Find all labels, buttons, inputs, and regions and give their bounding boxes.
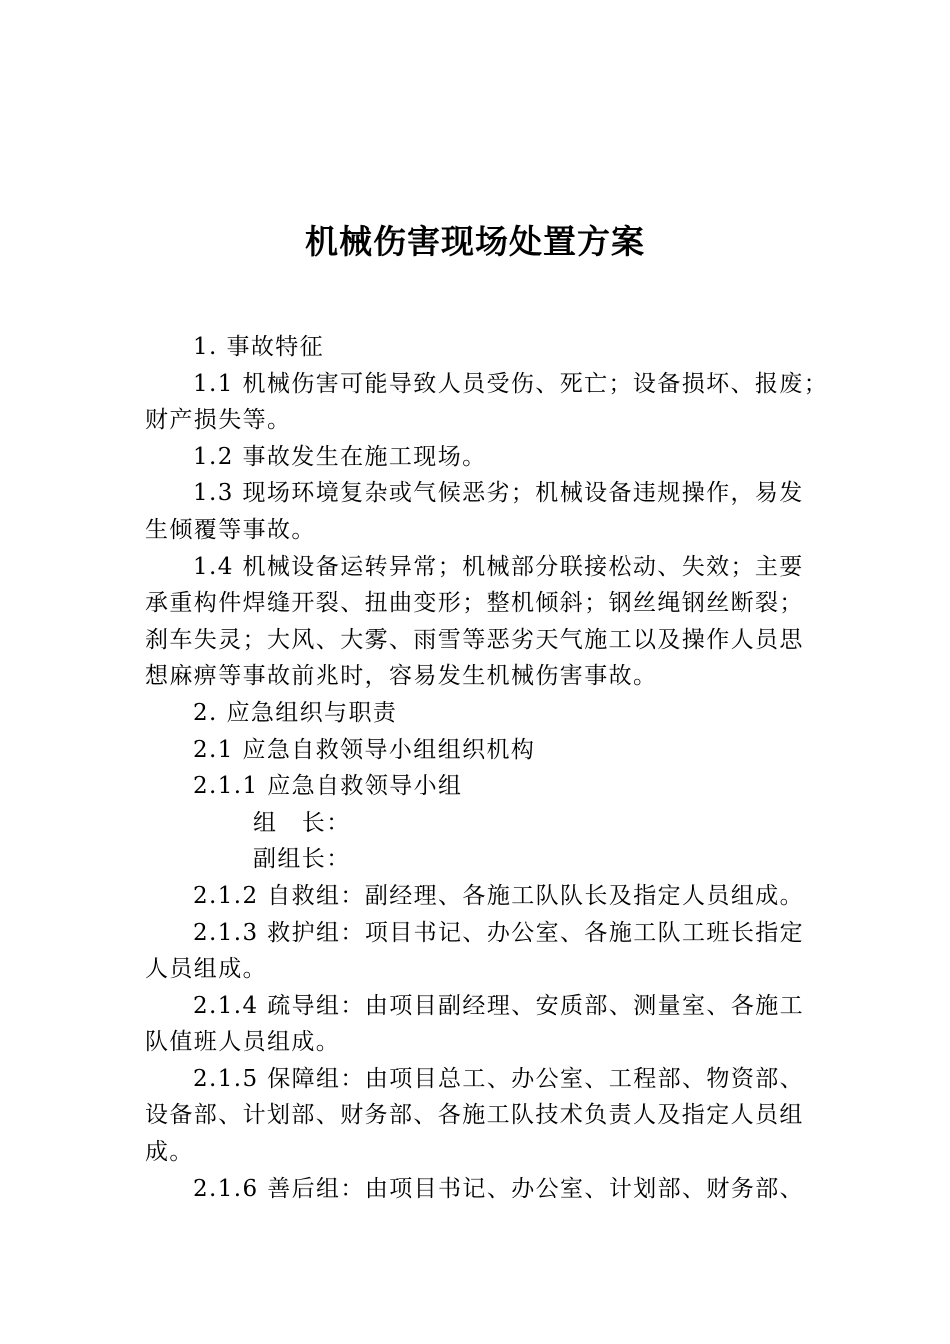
paragraph-line: 人员组成。 bbox=[145, 956, 267, 983]
deputy-leader-field: 副组长： bbox=[253, 846, 351, 873]
paragraph-line: 刹车失灵；大风、大雾、雨雪等恶劣天气施工以及操作人员思 bbox=[145, 626, 804, 653]
paragraph-line: 成。 bbox=[145, 1139, 194, 1166]
paragraph-line: 生倾覆等事故。 bbox=[145, 516, 316, 543]
document-body bbox=[145, 329, 835, 1207]
document-title: 机械伤害现场处置方案 bbox=[305, 222, 645, 261]
paragraph-line: 2.1.3 救护组：项目书记、办公室、各施工队工班长指定 bbox=[193, 919, 805, 946]
paragraph-line: 2.1.2 自救组：副经理、各施工队队长及指定人员组成。 bbox=[193, 882, 805, 909]
paragraph-line: 想麻痹等事故前兆时，容易发生机械伤害事故。 bbox=[145, 663, 658, 690]
section-heading: 1. 事故特征 bbox=[193, 334, 325, 360]
paragraph-line: 财产损失等。 bbox=[145, 407, 292, 434]
section-heading: 2. 应急组织与职责 bbox=[193, 699, 398, 726]
subsection-heading: 2.1.1 应急自救领导小组 bbox=[193, 773, 463, 800]
paragraph-line: 1.1 机械伤害可能导致人员受伤、死亡；设备损坏、报废； bbox=[193, 370, 829, 397]
paragraph-line: 2.1.6 善后组：由项目书记、办公室、计划部、财务部、 bbox=[193, 1175, 805, 1202]
paragraph-line: 队值班人员组成。 bbox=[145, 1029, 341, 1056]
leader-field: 组 长： bbox=[253, 809, 351, 836]
paragraph-line: 1.3 现场环境复杂或气候恶劣；机械设备违规操作，易发 bbox=[193, 480, 804, 507]
paragraph-line: 设备部、计划部、财务部、各施工队技术负责人及指定人员组 bbox=[145, 1102, 804, 1129]
paragraph-line: 承重构件焊缝开裂、扭曲变形；整机倾斜；钢丝绳钢丝断裂； bbox=[145, 590, 804, 617]
paragraph-line: 2.1.4 疏导组：由项目副经理、安质部、测量室、各施工 bbox=[193, 992, 805, 1019]
paragraph-line: 2.1.5 保障组：由项目总工、办公室、工程部、物资部、 bbox=[193, 1065, 805, 1092]
paragraph-line: 1.4 机械设备运转异常；机械部分联接松动、失效；主要 bbox=[193, 553, 804, 580]
subsection-heading: 2.1 应急自救领导小组组织机构 bbox=[193, 736, 536, 763]
paragraph-line: 1.2 事故发生在施工现场。 bbox=[193, 443, 487, 470]
